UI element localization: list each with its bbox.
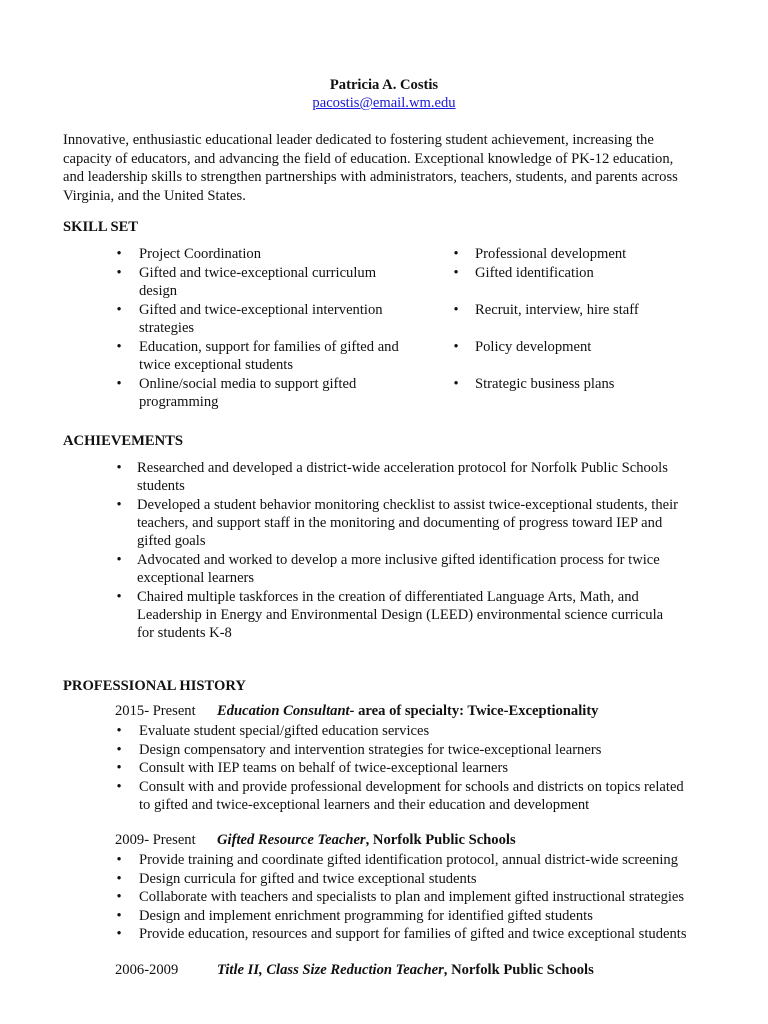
skill-set-heading: SKILL SET <box>63 219 139 235</box>
bullet-text: Strategic business plans <box>475 376 615 392</box>
bullet-text: Consult with IEP teams on behalf of twice-exceptional learners <box>139 760 509 777</box>
job-years: 2006-2009 <box>115 962 179 978</box>
bullet-text: Gifted identification <box>475 265 594 281</box>
bullet-text: Recruit, interview, hire staff <box>475 302 639 318</box>
bullet-icon: • <box>116 926 122 943</box>
bullet-text: exceptional learners <box>137 570 255 587</box>
bullet-text: Gifted and twice-exceptional curriculum <box>139 265 377 281</box>
email-link[interactable]: pacostis@email.wm.edu <box>312 95 456 111</box>
summary-line: and leadership skills to strengthen partnerships with administrators, teachers, students, and parents across <box>63 169 678 185</box>
bullet-text: design <box>139 283 178 299</box>
bullet-text: Project Coordination <box>139 246 262 262</box>
summary-paragraph <box>63 131 678 205</box>
bullet-text: students <box>137 478 185 494</box>
candidate-name: Patricia A. Costis <box>329 77 439 93</box>
bullet-text: Advocated and worked to develop a more inclusive gifted identification process for twice <box>137 552 660 569</box>
bullet-icon: • <box>116 302 122 318</box>
bullet-text: Developed a student behavior monitoring checklist to assist twice-exceptional students, their <box>137 497 679 513</box>
bullet-text: strategies <box>139 320 195 336</box>
bullet-text: to gifted and twice-exceptional learners and their education and development <box>139 796 590 813</box>
bullet-icon: • <box>116 852 122 868</box>
bullet-text: Leadership in Energy and Environmental Design (LEED) environmental science curricula <box>137 607 664 624</box>
job-role: Gifted Resource Teacher <box>217 832 366 848</box>
bullet-icon: • <box>453 265 459 281</box>
bullet-text: twice exceptional students <box>139 357 293 373</box>
bullet-text: Education, support for families of gifted and <box>139 339 399 355</box>
job-heading <box>115 962 594 979</box>
job-years: 2009- Present <box>115 832 196 848</box>
bullet-icon: • <box>116 723 122 739</box>
summary-line: Innovative, enthusiastic educational leader dedicated to fostering student achievement, increasing the <box>63 132 654 148</box>
bullet-icon: • <box>116 376 122 392</box>
bullet-icon: • <box>116 870 122 887</box>
summary-line: Virginia, and the United States. <box>63 187 246 204</box>
bullet-text: Provide training and coordinate gifted identification protocol, annual district-wide screening <box>139 852 678 868</box>
bullet-text: for students K-8 <box>137 625 232 642</box>
bullet-icon: • <box>116 907 122 924</box>
bullet-icon: • <box>116 339 122 355</box>
job-heading <box>115 832 516 849</box>
professional-history-heading: PROFESSIONAL HISTORY <box>63 678 246 694</box>
bullet-icon: • <box>116 741 122 758</box>
bullet-text: Researched and developed a district-wide acceleration protocol for Norfolk Public Schools <box>137 460 668 476</box>
job-heading <box>115 703 598 720</box>
bullet-text: Design compensatory and intervention strategies for twice-exceptional learners <box>139 741 602 758</box>
bullet-icon: • <box>116 552 122 569</box>
bullet-text: Online/social media to support gifted <box>139 376 357 392</box>
bullet-icon: • <box>116 778 122 795</box>
bullet-icon: • <box>453 246 459 262</box>
summary-line: capacity of educators, and advancing the field of education. Exceptional knowledge of PK-12 education, <box>63 150 674 167</box>
bullet-icon: • <box>453 339 459 355</box>
bullet-icon: • <box>453 376 459 392</box>
job-role: Title II, Class Size Reduction Teacher <box>217 962 444 978</box>
bullet-icon: • <box>116 265 122 281</box>
job-organization: , Norfolk Public Schools <box>365 832 516 848</box>
bullet-icon: • <box>453 302 459 318</box>
bullet-text: programming <box>139 394 219 410</box>
job-organization: area of specialty: Twice-Exceptionality <box>354 703 599 719</box>
achievements-heading: ACHIEVEMENTS <box>63 433 184 449</box>
bullet-icon: • <box>116 497 122 513</box>
job-role: Education Consultant- <box>217 703 355 719</box>
bullet-text: gifted goals <box>137 533 206 549</box>
bullet-text: Design and implement enrichment programming for identified gifted students <box>139 907 593 924</box>
bullet-text: Professional development <box>475 246 627 262</box>
bullet-text: Provide education, resources and support for families of gifted and twice exceptional students <box>139 926 687 943</box>
bullet-text: Policy development <box>475 339 592 355</box>
bullet-text: Evaluate student special/gifted education services <box>139 723 430 739</box>
bullet-icon: • <box>116 889 122 906</box>
bullet-icon: • <box>116 460 122 476</box>
bullet-text: Chaired multiple taskforces in the creation of differentiated Language Arts, Math, and <box>137 589 639 606</box>
job-years: 2015- Present <box>115 703 196 719</box>
job-organization: , Norfolk Public Schools <box>443 962 594 978</box>
bullet-text: Consult with and provide professional development for schools and districts on topics related <box>139 778 684 795</box>
bullet-text: Collaborate with teachers and specialists to plan and implement gifted instructional strategies <box>139 889 685 906</box>
bullet-icon: • <box>116 760 122 777</box>
bullet-text: Gifted and twice-exceptional intervention <box>139 302 383 318</box>
bullet-icon: • <box>116 246 122 262</box>
bullet-icon: • <box>116 589 122 606</box>
bullet-text: teachers, and support staff in the monitoring and documenting of progress toward IEP and <box>137 515 663 531</box>
bullet-text: Design curricula for gifted and twice exceptional students <box>139 870 477 887</box>
